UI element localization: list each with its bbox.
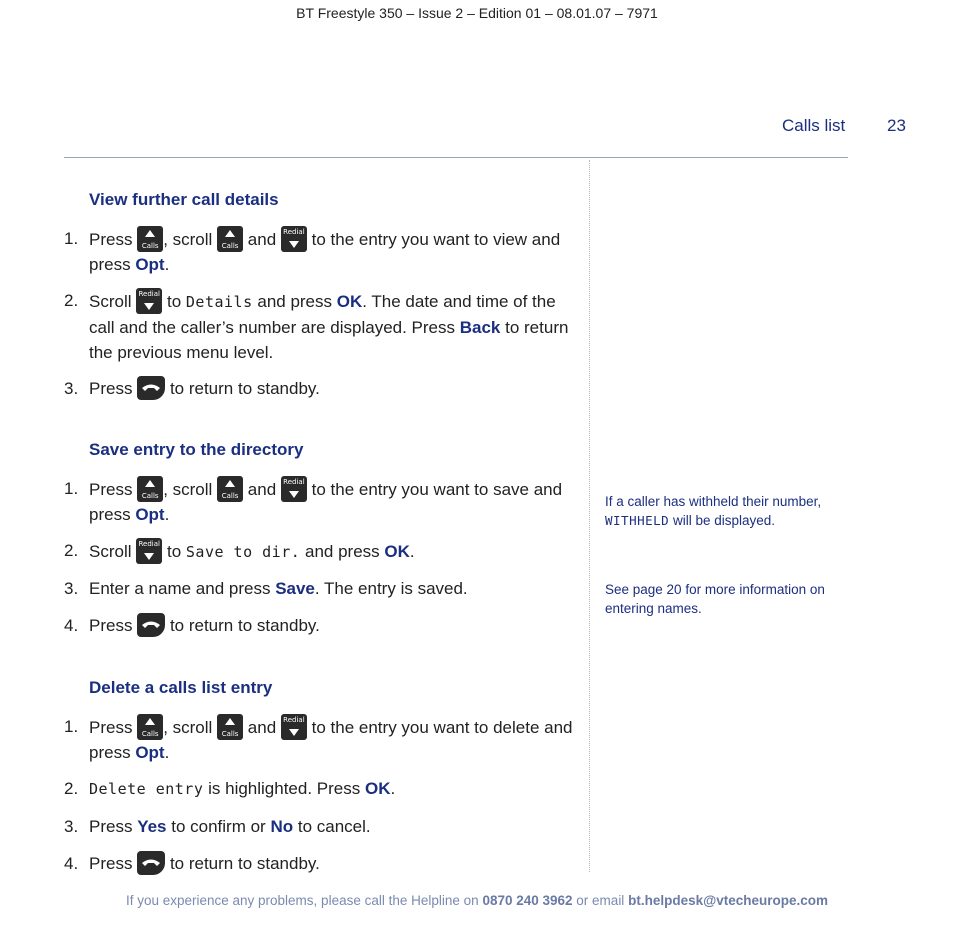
step-number: 1. <box>64 717 79 736</box>
end-call-key-icon <box>137 851 165 875</box>
column-divider <box>589 160 590 872</box>
header-rule <box>64 157 848 158</box>
step-number: 3. <box>64 379 79 398</box>
step-number: 3. <box>64 579 79 598</box>
end-call-key-icon <box>137 376 165 400</box>
calls-up-key-icon: Calls <box>137 714 163 740</box>
helpline-footer: If you experience any problems, please call the Helpline on 0870 240 3962 or email bt.helpdesk@vtecheurope.com <box>125 893 829 908</box>
calls-up-key-icon: Calls <box>217 714 243 740</box>
ok-keyword: OK <box>384 542 410 561</box>
document-reference: BT Freestyle 350 – Issue 2 – Edition 01 – 08.01.07 – 7971 <box>296 5 658 21</box>
delete-step-3: 3. Press Yes to confirm or No to cancel. <box>64 814 580 839</box>
lcd-text-delete-entry: Delete entry <box>89 780 204 798</box>
redial-down-key-icon: Redial <box>281 476 307 502</box>
lcd-text-save-to-dir: Save to dir. <box>185 543 301 561</box>
section-title-view-details: View further call details <box>89 190 279 209</box>
calls-up-key-icon: Calls <box>137 226 163 252</box>
step-number: 2. <box>64 541 79 560</box>
ok-keyword: OK <box>336 292 363 311</box>
step-number: 4. <box>64 854 79 873</box>
save-step-1: 1. Press Calls , scroll Calls and Redial to the entry you want to save and press Opt. <box>64 478 563 524</box>
section-title-save-entry: Save entry to the directory <box>89 440 304 459</box>
opt-keyword: Opt <box>135 743 165 762</box>
step-number: 4. <box>64 616 79 635</box>
redial-down-key-icon: Redial <box>136 288 162 314</box>
end-call-key-icon <box>137 613 165 637</box>
page-number: 23 <box>887 116 906 135</box>
opt-keyword: Opt <box>135 255 165 274</box>
step-number: 2. <box>64 779 79 798</box>
view-step-3: 3. Press to return to standby. <box>64 376 580 401</box>
running-head: Calls list <box>782 116 846 135</box>
redial-down-key-icon: Redial <box>136 538 162 564</box>
calls-up-key-icon: Calls <box>137 476 163 502</box>
delete-step-1: 1. Press Calls , scroll Calls and Redial to the entry you want to delete and press Opt. <box>64 716 573 762</box>
view-step-2: 2. Scroll Redial to Details and press OK. The date and time of the call and the caller’s number are displayed. Press Back to return the previous menu level. <box>64 290 569 362</box>
step-number: 3. <box>64 817 79 836</box>
no-keyword: No <box>270 817 294 836</box>
delete-step-2: 2. Delete entry is highlighted. Press OK. <box>64 776 580 802</box>
side-note-withheld: If a caller has withheld their number, WITHHELD will be displayed. <box>605 494 822 528</box>
ok-keyword: OK <box>364 779 391 798</box>
delete-step-4: 4. Press to return to standby. <box>64 851 580 876</box>
save-step-4: 4. Press to return to standby. <box>64 613 580 638</box>
calls-up-key-icon: Calls <box>217 476 243 502</box>
save-step-3: 3. Enter a name and press Save. The entry is saved. <box>64 576 580 601</box>
lcd-text-withheld: WITHHELD <box>605 513 670 528</box>
view-step-1: 1. Press Calls , scroll Calls and Redial to the entry you want to view and press Opt. <box>64 228 561 274</box>
opt-keyword: Opt <box>135 505 165 524</box>
save-step-2: 2. Scroll Redial to Save to dir. and press OK. <box>64 538 580 565</box>
step-number: 1. <box>64 229 79 248</box>
helpdesk-email: bt.helpdesk@vtecheurope.com <box>628 893 829 908</box>
redial-down-key-icon: Redial <box>281 714 307 740</box>
section-title-delete-entry: Delete a calls list entry <box>89 678 273 697</box>
step-number: 1. <box>64 479 79 498</box>
redial-down-key-icon: Redial <box>281 226 307 252</box>
helpline-phone: 0870 240 3962 <box>482 893 573 908</box>
back-keyword: Back <box>459 318 501 337</box>
calls-up-key-icon: Calls <box>217 226 243 252</box>
yes-keyword: Yes <box>137 817 167 836</box>
lcd-text-details: Details <box>185 293 253 311</box>
step-number: 2. <box>64 291 79 310</box>
save-keyword: Save <box>275 579 315 598</box>
side-note-entering-names: See page 20 for more information on entering names. <box>605 582 825 616</box>
